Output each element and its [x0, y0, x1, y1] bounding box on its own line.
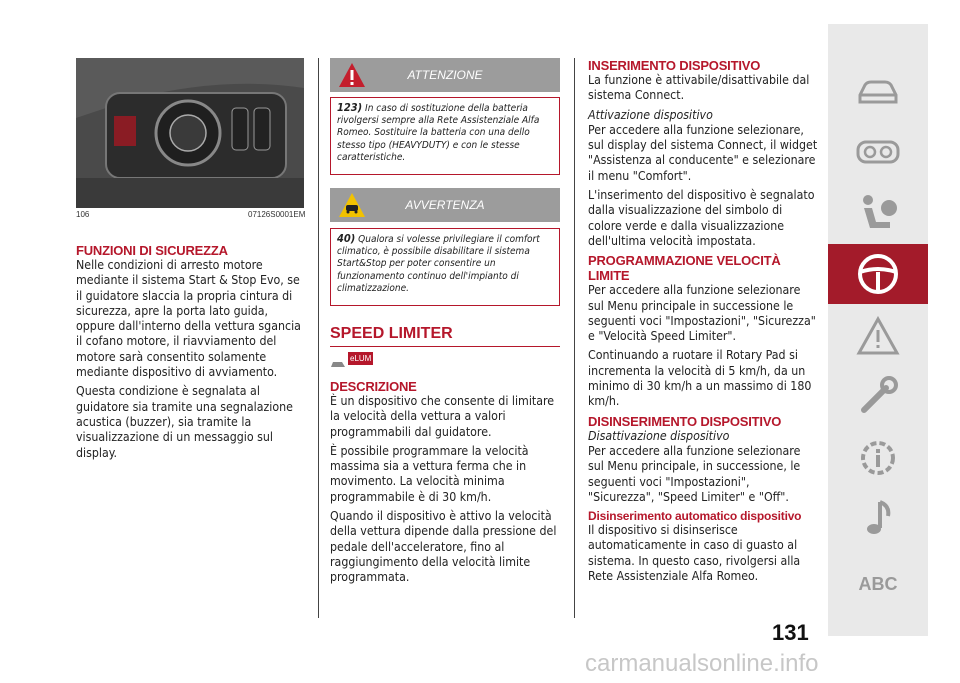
figure-number: 106 [76, 210, 90, 219]
warning-box-header [330, 58, 560, 92]
left-column [76, 243, 304, 465]
insert-heading: INSERIMENTO DISPOSITIVO [588, 58, 761, 73]
insert-paragraph: La funzione è attivabile/disattivabile dal sistema Connect. [588, 73, 810, 103]
column-divider-2 [574, 58, 575, 618]
description-heading: DESCRIZIONE [330, 379, 417, 394]
steering-wheel-icon [856, 252, 900, 296]
auto-disinsert-paragraph: Il dispositivo si disinserisce automaticamente in caso di guasto al sistema. In questo caso, rivolgersi alla Rete Assistenziale Alfa Romeo. [588, 523, 801, 584]
sidebar-item-driving[interactable] [828, 244, 928, 304]
caution-box-header [330, 188, 560, 222]
warning-box-title: ATTENZIONE [407, 68, 483, 82]
car-silhouette-icon [330, 358, 346, 370]
program-paragraph-1: Per accedere alla funzione selezionare sul Menu principale in successione le seguenti voci "Impostazioni", "Sicurezza" e "Velocità Speed Limiter". [588, 283, 816, 344]
safety-paragraph-1: Nelle condizioni di arresto motore mediante il sistema Start & Stop Evo, se il guidatore slaccia la propria cintura di sicurezza, apre la porta lato guida, oppure dall'interno della vettura sgancia il cofano motore, il riavviamento del motore sarà consentito solamente mediante dispositivo di avviamento. [76, 258, 301, 380]
section-rule [330, 346, 560, 347]
chapter-sidebar [828, 24, 928, 636]
light-switch-photo [76, 58, 304, 208]
warning-note-number: 123) [337, 101, 363, 114]
safety-paragraph-2: Questa condizione è segnalata al guidatore sia tramite una segnalazione acustica (buzzer), sia tramite la visualizzazione di un messaggio sul display. [76, 384, 293, 460]
warning-note-text: In caso di sostituzione della batteria rivolgersi sempre alla Rete Assistenziale Alfa Romeo. Sostituire la batteria con una dello stesso tipo (HEAVYDUTY) e con le stesse caratteristiche. [337, 103, 540, 163]
sidebar-item-multimedia[interactable] [828, 488, 928, 548]
caution-note-number: 40) [337, 232, 356, 245]
description-paragraph-2: È possibile programmare la velocità massima sia a vettura ferma che in movimento. La velocità minima programmabile è di 30 km/h. [330, 443, 529, 504]
figure-code: 07126S0001EM [248, 210, 306, 219]
watermark: carmanualsonline.info [585, 650, 819, 677]
sidebar-item-safety[interactable] [828, 182, 928, 242]
caution-box-title: AVVERTENZA [405, 198, 485, 212]
music-note-icon [856, 496, 900, 540]
sidebar-item-technical[interactable] [828, 428, 928, 488]
safety-functions-heading: FUNZIONI DI SICUREZZA [76, 243, 228, 258]
right-column [588, 58, 818, 588]
wrench-icon [856, 374, 900, 418]
gear-info-icon [856, 436, 900, 480]
page-number: 131 [772, 620, 809, 645]
activation-subheading: Attivazione dispositivo [588, 107, 713, 122]
description-paragraph-3: Quando il dispositivo è attivo la velocità della vettura dipende dalla pressione del pedale dell'acceleratore, fino al raggiungimento della velocità limite programmata. [330, 509, 557, 585]
auto-disinsert-heading: Disinserimento automatico dispositivo [588, 509, 802, 524]
deactivation-paragraph: Per accedere alla funzione selezionare sul Menu principale, in successione, le seguenti voci "Impostazioni", "Sicurezza", "Speed Limiter" e "Off". [588, 443, 801, 504]
sidebar-item-car[interactable] [828, 62, 928, 122]
sidebar-item-maintenance[interactable] [828, 366, 928, 426]
dashboard-gauges-icon [856, 137, 900, 167]
activation-paragraph: Per accedere alla funzione selezionare, sul display del sistema Connect, il widget "Assistenza al conducente" e selezionare il menu "Comfort". [588, 122, 818, 183]
program-heading: PROGRAMMAZIONE VELOCITÀ LIMITE [588, 253, 781, 284]
caution-note-text: Qualora si volesse privilegiare il comfort climatico, è possibile disabilitare il sistema Start&Stop per poter consentire un funzionamento continuo dell'impianto di climatizzazione. [337, 234, 540, 294]
elum-label: eLUM [350, 354, 372, 363]
signal-paragraph: L'inserimento del dispositivo è segnalato dalla visualizzazione del simbolo di colore verde e dalla visualizzazione dell'ultima velocità impostata. [588, 188, 815, 248]
disinsert-heading: DISINSERIMENTO DISPOSITIVO [588, 413, 782, 429]
speed-limiter-title: SPEED LIMITER [330, 325, 453, 342]
sidebar-item-index[interactable] [828, 554, 928, 614]
abc-index-icon: ABC [858, 573, 898, 594]
sidebar-item-dashboard[interactable] [828, 122, 928, 182]
caution-box-body [330, 228, 560, 306]
car-icon [856, 77, 900, 107]
description-paragraph-1: È un dispositivo che consente di limitare la velocità della vettura a valori programmabili dal guidatore. [330, 394, 555, 439]
light-switch-illustration [76, 58, 304, 208]
program-paragraph-2: Continuando a ruotare il Rotary Pad si incrementa la velocità di 5 km/h, da un minimo di 30 km/h a un massimo di 180 km/h. [588, 348, 812, 409]
middle-text-column [330, 379, 560, 590]
airbag-seat-icon [856, 192, 900, 232]
column-divider [318, 58, 319, 618]
sidebar-item-emergency[interactable] [828, 306, 928, 366]
warning-box-body [330, 97, 560, 175]
warning-triangle-icon [856, 316, 900, 356]
elum-badge [330, 352, 380, 372]
deactivation-subheading: Disattivazione dispositivo [588, 428, 730, 443]
